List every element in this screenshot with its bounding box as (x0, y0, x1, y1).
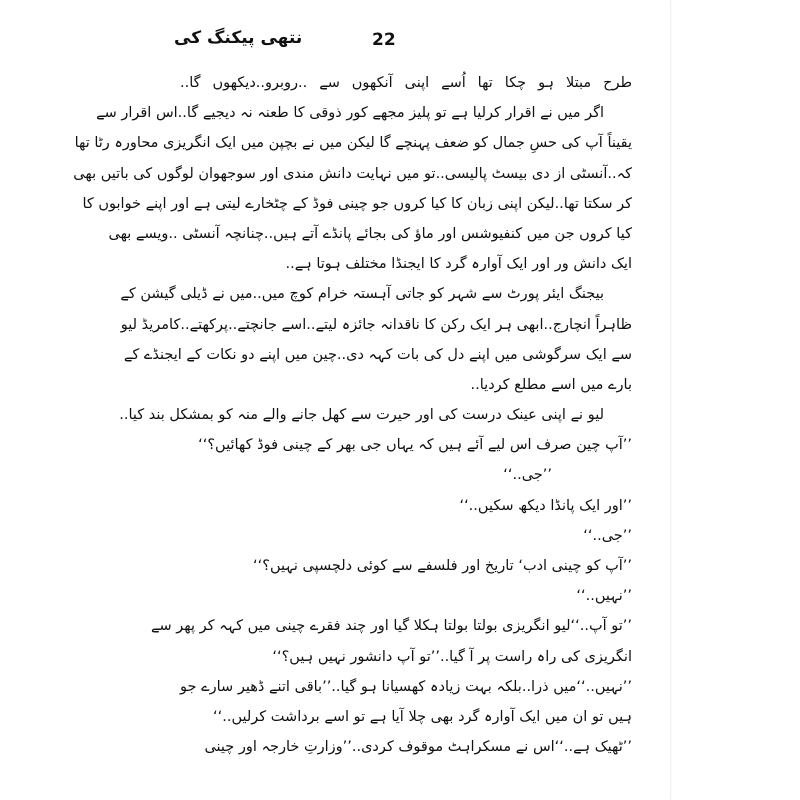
text-line: بارے میں اسے مطلع کردیا.. (470, 376, 632, 393)
book-page (73, 0, 670, 800)
text-line: سے ایک سرگوشی میں اپنے دل کی بات کہہ دی..چین میں اپنے دو نکات کے ایجنڈے کے (123, 346, 632, 363)
text-line: ’’جی..‘‘ (503, 467, 552, 484)
text-line: ’’ٹھیک ہے..‘‘اس نے مسکراہٹ موقوف کردی..’’وزارتِ خارجہ اور چینی (204, 739, 632, 756)
text-line: انگریزی کی راہ راست پر آ گیا..’’تو آپ دانشور نہیں ہیں؟‘‘ (272, 648, 632, 665)
text-line: ’’آپ چین صرف اس لیے آئے ہیں کہ یہاں جی بھر کے چینی فوڈ کھائیں؟‘‘ (198, 437, 632, 454)
text-line: ’’آپ کو چینی ادب‘ تاریخ اور فلسفے سے کوئی دلچسپی نہیں؟‘‘ (253, 558, 632, 574)
text-line: ظاہراً انچارج..ابھی ہر ایک رکن کا ناقدانہ جائزہ لیتے..اسے جانچتے..پرکھتے..کامریڈ لیو (120, 316, 632, 333)
page-header (140, 28, 670, 62)
text-line: یقیناً آپ کی حسِ جمال کو ضعف پہنچے گا لیکن میں نے بچپن میں ایک انگریزی محاورہ رٹا تھا (74, 135, 632, 152)
text-line: کر سکتا تھا..لیکن اپنی زبان کا کیا کروں جو چینی فوڈ کے چٹخارے لیتی ہے اور اپنے خوابوں کا (82, 195, 632, 212)
text-line: بیجنگ ایئر پورٹ سے شہر کو جاتی آہستہ خرام کوچ میں..میں نے ڈیلی گیشن کے (120, 286, 604, 303)
text-line: کیا کروں جن میں کنفیوشس اور ماؤ کی بجائے پانڈے آتے ہیں..چنانچہ آنسٹی ..ویسے بھی (108, 225, 632, 242)
body-text (73, 68, 632, 768)
text-line: طرح مبتلا ہو چکا تھا اُسے اپنی آنکھوں سے ..روبرو..دیکھوں گا.. (180, 75, 632, 91)
text-line: لیو نے اپنی عینک درست کی اور حیرت سے کھل جانے والے منہ کو بمشکل بند کیا.. (119, 407, 604, 424)
text-line: ’’نہیں..‘‘میں ذرا..بلکہ بہت زیادہ کھسیانا ہو گیا..’’باقی اتنے ڈھیر سارے جو (180, 678, 632, 695)
text-line: ’’تو آپ..‘‘لیو انگریزی بولتا بولتا ہکلا گیا اور چند فقرے چینی میں کہہ کر پھر سے (151, 618, 632, 635)
text-line: ’’نہیں..‘‘ (576, 588, 632, 605)
text-line: ایک دانش ور اور ایک آوارہ گرد کا ایجنڈا مختلف ہوتا ہے.. (285, 256, 632, 273)
text-line: ہیں تو ان میں ایک آوارہ گرد بھی چلا آیا ہے تو اسے برداشت کرلیں..‘‘ (213, 708, 632, 725)
text-line: ’’جی..‘‘ (583, 527, 632, 544)
text-line: اگر میں نے اقرار کرلیا ہے تو پلیز مجھے کور ذوقی کا طعنہ نہ دیجیے گا..اس اقرار سے (96, 105, 604, 122)
text-line: کہ..آنسٹی از دی بیسٹ پالیسی..تو میں نہایت دانش مندی اور سوجھوان لوگوں کی باتیں بھی (73, 165, 632, 182)
text-line: ’’اور ایک پانڈا دیکھ سکیں..‘‘ (459, 497, 632, 514)
page-number: 22 (372, 30, 396, 50)
running-title: نتھی پیکنگ کی (174, 28, 303, 48)
